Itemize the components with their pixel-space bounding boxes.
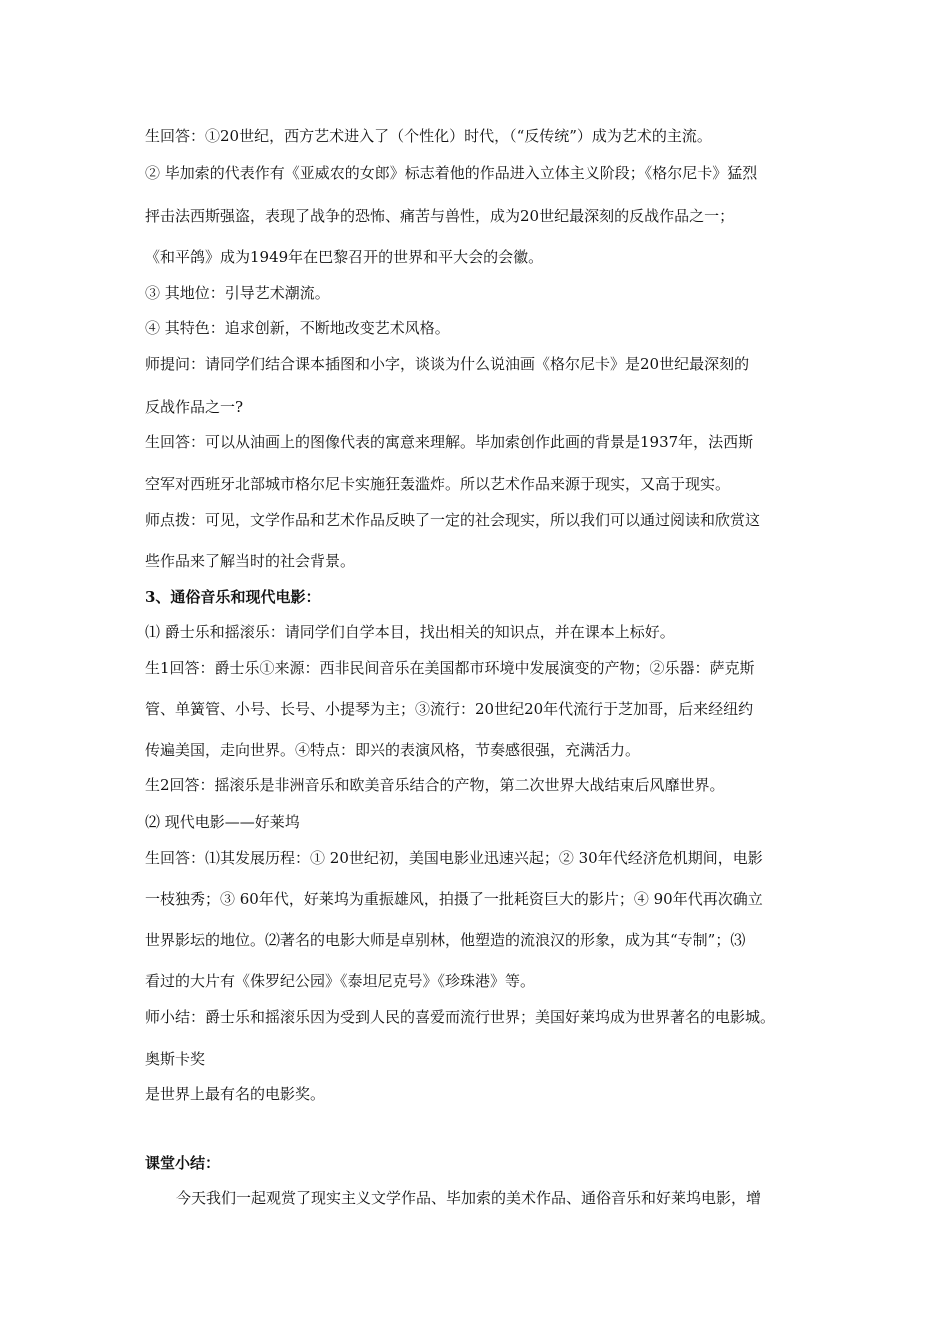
student-answer-guernica-line: 生回答：可以从油画上的图像代表的寓意来理解。毕加索创作此画的背景是1937年，法西斯: [145, 433, 754, 451]
oscar-description: 是世界上最有名的电影奖。: [145, 1085, 326, 1103]
hollywood-answer-line-2: 一枝独秀；③ 60年代，好莱坞为重振雄风，拍摄了一批耗资巨大的影片；④ 90年代再次确立: [145, 890, 763, 908]
guernica-line: 抨击法西斯强盗，表现了战争的恐怖、痛苦与兽性，成为20世纪最深刻的反战作品之一；: [145, 207, 735, 225]
feature-line: ④ 其特色：追求创新，不断地改变艺术风格。: [145, 319, 450, 337]
hollywood-answer-line: 生回答：⑴其发展历程：① 20世纪初，美国电影业迅速兴起；② 30年代经济危机期间，电影: [145, 849, 763, 867]
teacher-question-line-cont: 反战作品之一?: [145, 398, 244, 416]
student1-answer-line-2: 管、单簧管、小号、长号、小提琴为主；③流行：20世纪20年代流行于芝加哥，后来经纽约: [145, 700, 754, 718]
teacher-comment-line-cont: 些作品来了解当时的社会背景。: [145, 552, 356, 570]
hollywood-subheading: ⑵ 现代电影——好莱坞: [145, 813, 300, 831]
class-summary-text: 今天我们一起观赏了现实主义文学作品、毕加索的美术作品、通俗音乐和好莱坞电影，增: [176, 1189, 762, 1207]
student1-answer-line: 生1回答：爵士乐①来源：西非民间音乐在美国都市环境中发展演变的产物；②乐器：萨克斯: [145, 659, 755, 677]
teacher-question-line: 师提问：请同学们结合课本插图和小字，谈谈为什么说油画《格尔尼卡》是20世纪最深刻的: [145, 355, 750, 373]
hollywood-answer-line-4: 看过的大片有《侏罗纪公园》《泰坦尼克号》《珍珠港》等。: [145, 972, 536, 990]
picasso-works-line: ② 毕加索的代表作有《亚威农的女郎》标志着他的作品进入立体主义阶段；《格尔尼卡》猛烈: [145, 164, 758, 182]
oscar-heading: 奥斯卡奖: [145, 1050, 206, 1068]
teacher-summary-line: 师小结：爵士乐和摇滚乐因为受到人民的喜爱而流行世界；美国好莱坞成为世界著名的电影城。: [145, 1008, 776, 1026]
answer-line-20th-century-art: 生回答：①20世纪，西方艺术进入了（个性化）时代，（“反传统”）成为艺术的主流。: [145, 127, 712, 145]
teacher-comment-line: 师点拨：可见，文学作品和艺术作品反映了一定的社会现实，所以我们可以通过阅读和欣赏这: [145, 511, 761, 529]
student-answer-guernica-line-cont: 空军对西班牙北部城市格尔尼卡实施狂轰滥炸。所以艺术作品来源于现实，又高于现实。: [145, 475, 731, 493]
jazz-rock-task-line: ⑴ 爵士乐和摇滚乐：请同学们自学本目，找出相关的知识点，并在课本上标好。: [145, 623, 675, 641]
hollywood-answer-line-3: 世界影坛的地位。⑵著名的电影大师是卓别林，他塑造的流浪汉的形象，成为其“专制”；⑶: [145, 931, 746, 949]
class-summary-heading: 课堂小结：: [145, 1154, 221, 1172]
status-line: ③ 其地位：引导艺术潮流。: [145, 284, 330, 302]
section-heading-music-film: 3、通俗音乐和现代电影：: [145, 588, 321, 606]
student1-answer-line-3: 传遍美国，走向世界。④特点：即兴的表演风格，节奏感很强，充满活力。: [145, 741, 641, 759]
student2-answer-line: 生2回答：摇滚乐是非洲音乐和欧美音乐结合的产物，第二次世界大战结束后风靡世界。: [145, 776, 725, 794]
peace-dove-line: 《和平鸽》成为1949年在巴黎召开的世界和平大会的会徽。: [145, 248, 544, 266]
